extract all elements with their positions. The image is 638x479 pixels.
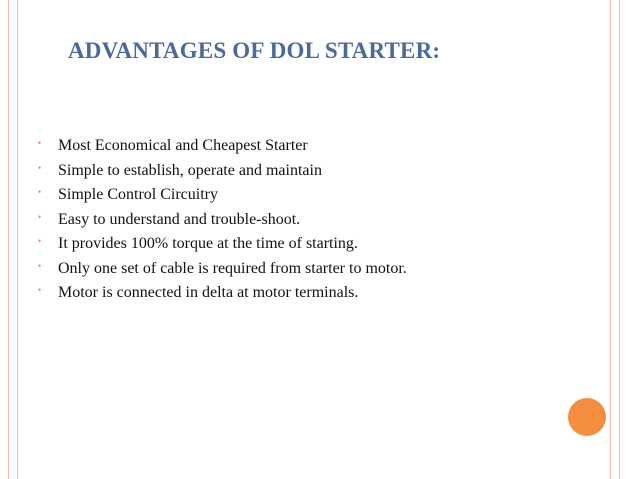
bullet-list xyxy=(38,134,598,306)
slide-title: ADVANTAGES OF DOL STARTER: xyxy=(68,38,441,63)
bullet-text: Simple to establish, operate and maintain xyxy=(58,161,322,179)
bullet-item xyxy=(38,159,598,184)
bullet-text: Motor is connected in delta at motor terminals. xyxy=(58,284,359,301)
bullet-dot-icon: • xyxy=(38,285,42,295)
bullet-item xyxy=(38,134,598,159)
decorative-circle-icon xyxy=(568,398,606,436)
bullet-text: It provides 100% torque at the time of starting. xyxy=(58,235,358,252)
bullet-item xyxy=(38,208,598,233)
bullet-item xyxy=(38,232,598,257)
bullet-text: Simple Control Circuitry xyxy=(58,186,218,203)
bullet-dot-icon: • xyxy=(38,236,42,246)
bullet-item xyxy=(38,281,598,306)
bullet-dot-icon: • xyxy=(38,162,42,173)
bullet-dot-icon: • xyxy=(38,187,42,197)
bullet-dot-icon: • xyxy=(38,260,42,271)
bullet-dot-icon: • xyxy=(38,138,42,148)
bullet-text: Most Economical and Cheapest Starter xyxy=(58,137,308,154)
bullet-text: Easy to understand and trouble-shoot. xyxy=(58,210,301,228)
bullet-item xyxy=(38,183,598,208)
bullet-dot-icon: • xyxy=(38,211,42,222)
bullet-text: Only one set of cable is required from starter to motor. xyxy=(58,259,407,277)
bullet-item xyxy=(38,257,598,282)
